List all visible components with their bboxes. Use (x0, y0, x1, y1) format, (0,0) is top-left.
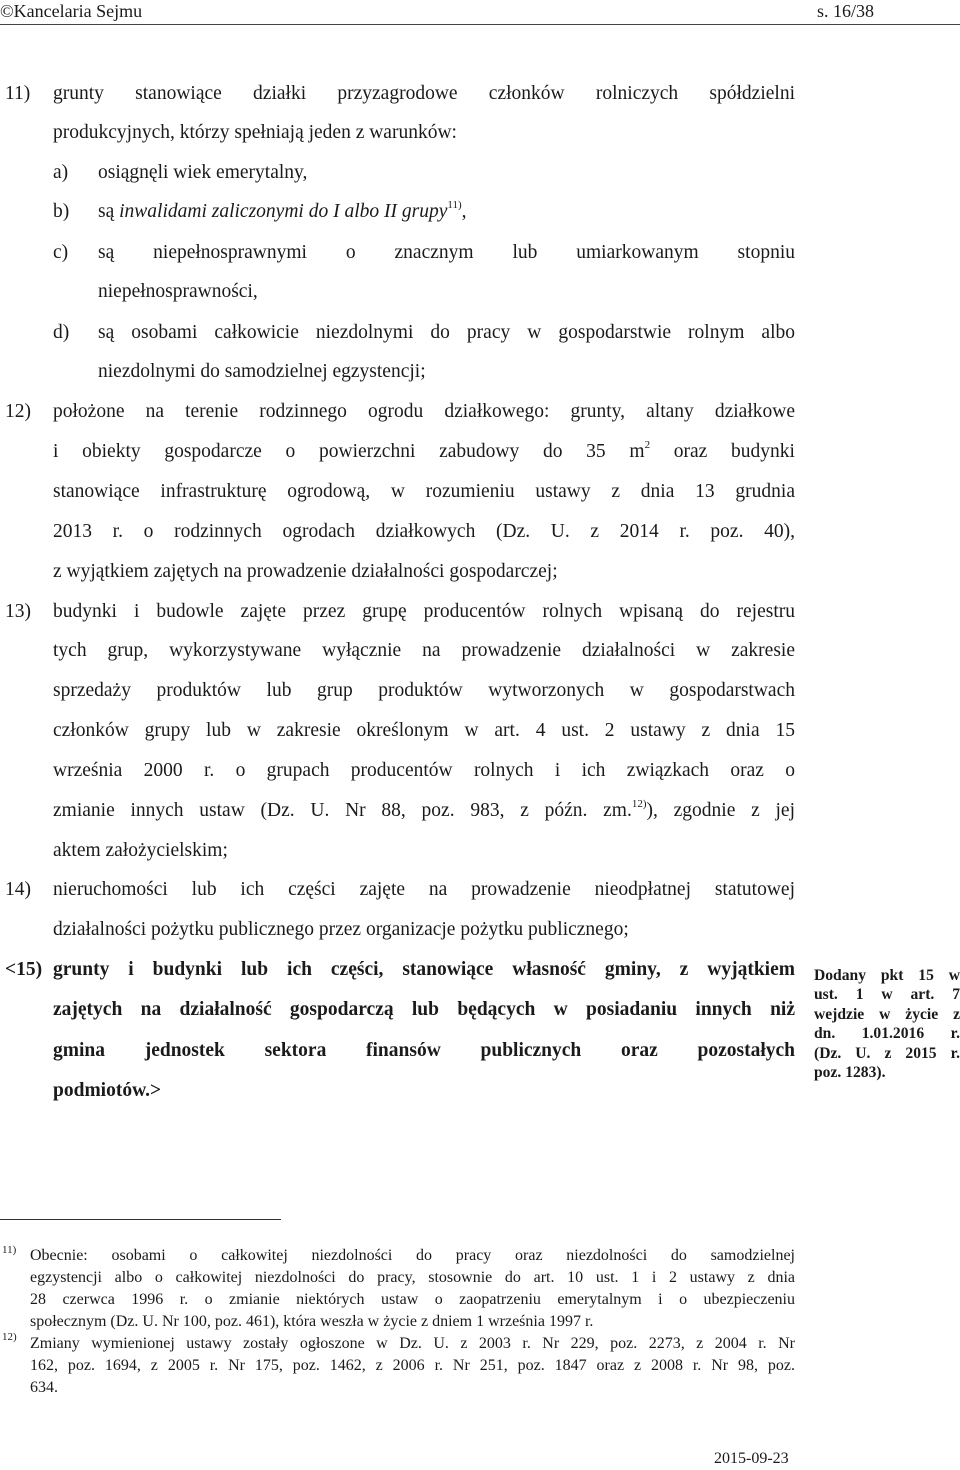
item-13-number: 13) (5, 601, 31, 622)
item-11-d-line: niezdolnymi do samodzielnej egzystencji; (98, 361, 426, 382)
footnote-separator (0, 1219, 281, 1220)
footnote-11-line: Obecnie: osobami o całkowitej niezdolności do pracy oraz niezdolności do samodzielnej (30, 1247, 795, 1264)
item-11-a-label: a) (53, 162, 69, 183)
margin-note-line: poz. 1283). (814, 1064, 886, 1082)
item-12-line: stanowiące infrastrukturę ogrodową, w rozumieniu ustawy z dnia 13 grudnia (53, 481, 795, 502)
item-13-line: września 2000 r. o grupach producentów rolnych i ich związkach oraz o (53, 760, 795, 781)
margin-note (814, 966, 960, 1082)
footnote-12-line: Zmiany wymienionej ustawy zostały ogłoszone w Dz. U. z 2003 r. Nr 229, poz. 2273, z 2004 r. Nr (30, 1335, 795, 1352)
item-11-number: 11) (5, 83, 31, 104)
item-11-line: grunty stanowiące działki przyzagrodowe członków rolniczych spółdzielni (53, 83, 795, 104)
item-11-b-post: , (461, 201, 467, 222)
item-11-c-line: niepełnosprawności, (98, 281, 258, 302)
item-11-b-italic: inwalidami zaliczonymi do I albo II grupy (119, 201, 448, 222)
item-15-number: <15) (5, 959, 43, 980)
item-15-line: gmina jednostek sektora finansów publicznych oraz pozostałych (53, 1040, 795, 1061)
margin-note-line: ust. 1 w art. 7 (814, 986, 960, 1004)
footnote-11-line: społecznym (Dz. U. Nr 100, poz. 461), która weszła w życie z dniem 1 września 1997 r. (30, 1313, 594, 1330)
header-page-number: s. 16/38 (817, 1, 875, 21)
footnote-11-line: 28 czerwca 1996 r. o zmianie niektórych ustaw o zaopatrzeniu emerytalnym i o ubezpieczeniu (30, 1291, 795, 1308)
margin-note-line: Dodany pkt 15 w (814, 967, 960, 984)
item-11-b-pre: są (98, 201, 120, 222)
item-13-line: tych grup, wykorzystywane wyłącznie na prowadzenie działalności w zakresie (53, 640, 795, 661)
item-11-b-label: b) (53, 201, 70, 222)
item-11-d-line: są osobami całkowicie niezdolnymi do pracy w gospodarstwie rolnym albo (98, 322, 795, 343)
item-13-line (53, 798, 795, 824)
header-copyright: ©Kancelaria Sejmu (0, 1, 143, 21)
item-14-line: nieruchomości lub ich części zajęte na prowadzenie nieodpłatnej statutowej (53, 879, 795, 900)
item-15-line: zajętych na działalność gospodarczą lub będących w posiadaniu innych niż (53, 999, 795, 1020)
footnote-12-line: 162, poz. 1694, z 2005 r. Nr 175, poz. 1462, z 2006 r. Nr 251, poz. 1847 oraz z 2008 r. Nr 98, poz. (30, 1357, 795, 1374)
item-13-line: budynki i budowle zajęte przez grupę producentów rolnych wpisaną do rejestru (53, 601, 795, 622)
footnote-11-mark: 11) (2, 1244, 17, 1256)
item-15-line: grunty i budynki lub ich części, stanowiące własność gminy, z wyjątkiem (53, 959, 795, 980)
item-12-line (53, 439, 795, 465)
item-11-c-label: c) (53, 242, 69, 263)
footer-date: 2015-09-23 (714, 1450, 789, 1467)
item-12-line: położone na terenie rodzinnego ogrodu działkowego: grunty, altany działkowe (53, 401, 795, 422)
footnote-12-mark: 12) (2, 1331, 17, 1343)
item-11-d-label: d) (53, 322, 70, 343)
item-15-line: podmiotów.> (53, 1080, 162, 1101)
item-13-line: członków grupy lub w zakresie określonym w art. 4 ust. 2 ustawy z dnia 15 (53, 720, 795, 741)
item-12-line-part: i obiekty gospodarcze o powierzchni zabudowy do 35 m (53, 441, 645, 462)
item-14-number: 14) (5, 879, 31, 900)
item-11-c-line: są niepełnosprawnymi o znacznym lub umiarkowanym stopniu (98, 242, 795, 263)
item-11-b-text (98, 199, 467, 225)
margin-note-line: (Dz. U. z 2015 r. (814, 1044, 960, 1062)
item-14-line: działalności pożytku publicznego przez organizacje pożytku publicznego; (53, 919, 629, 940)
item-12-line: 2013 r. o rodzinnych ogrodach działkowych (Dz. U. z 2014 r. poz. 40), (53, 521, 795, 542)
item-13-line: aktem założycielskim; (53, 840, 228, 861)
footnote-ref-11[interactable]: 11) (447, 199, 462, 211)
item-11-line: produkcyjnych, którzy spełniają jeden z warunków: (53, 122, 457, 143)
item-12-line-part: oraz budynki (650, 441, 795, 462)
header-rule (0, 24, 960, 25)
item-11-a-text: osiągnęli wiek emerytalny, (98, 162, 308, 183)
margin-note-line: wejdzie w życie z (814, 1005, 960, 1023)
item-13-line: sprzedaży produktów lub grup produktów wytworzonych w gospodarstwach (53, 680, 795, 701)
item-12-line: z wyjątkiem zajętych na prowadzenie działalności gospodarczej; (53, 561, 558, 582)
item-13-line-part: ), zgodnie z jej (646, 800, 795, 821)
footnote-ref-12[interactable]: 12) (631, 798, 647, 810)
item-12-number: 12) (5, 401, 31, 422)
margin-note-line: dn. 1.01.2016 r. (814, 1025, 960, 1043)
footnote-12-line: 634. (30, 1379, 58, 1396)
item-13-line-part: zmianie innych ustaw (Dz. U. Nr 88, poz. 983, z późn. zm. (53, 800, 632, 821)
footnote-11-line: egzystencji albo o całkowitej niezdolności do pracy, stosownie do art. 10 ust. 1 i 2 ustawy z dnia (30, 1269, 795, 1286)
superscript-2: 2 (644, 439, 651, 451)
